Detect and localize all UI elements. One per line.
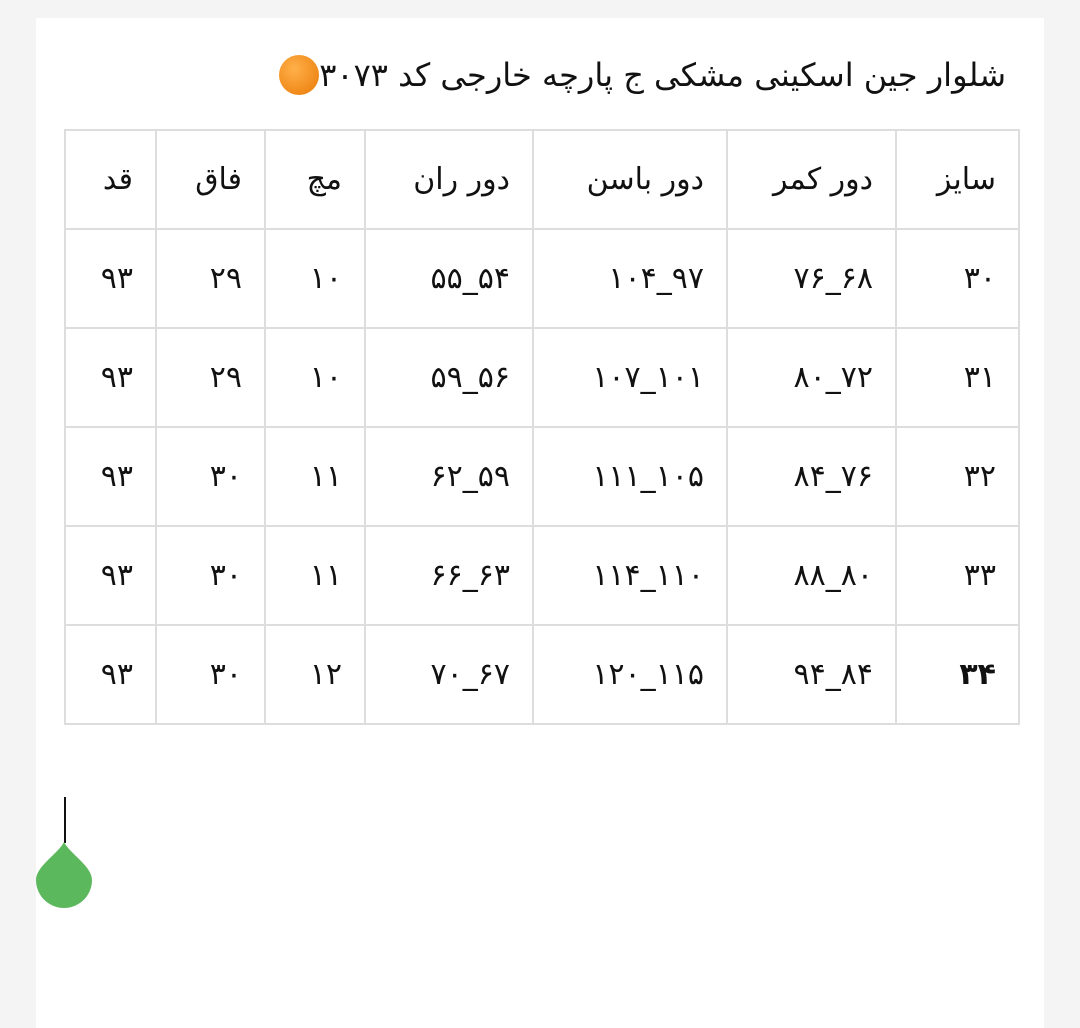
table-cell: ۹۳ — [65, 625, 156, 724]
cursor-drag-handle[interactable] — [36, 840, 92, 908]
header-cell-size: سایز — [896, 130, 1019, 229]
header-cell-waist: دور کمر — [727, 130, 896, 229]
header-cell-cuff: مچ — [265, 130, 365, 229]
table-cell: ۷۲_۸۰ — [727, 328, 896, 427]
table-cell: ۳۳ — [896, 526, 1019, 625]
document-page — [36, 18, 1044, 1028]
table-cell: ۱۰ — [265, 229, 365, 328]
header-cell-hip: دور باسن — [533, 130, 727, 229]
table-cell: ۵۹_۶۲ — [365, 427, 533, 526]
table-cell: ۱۱ — [265, 526, 365, 625]
table-cell: ۸۴_۹۴ — [727, 625, 896, 724]
table-cell: ۳۰ — [156, 625, 265, 724]
table-cell: ۹۳ — [65, 427, 156, 526]
table-row — [65, 328, 1019, 427]
table-cell: ۶۳_۶۶ — [365, 526, 533, 625]
header-cell-length: قد — [65, 130, 156, 229]
header-cell-rise: فاق — [156, 130, 265, 229]
title-row — [271, 52, 1006, 98]
table-cell: ۳۱ — [896, 328, 1019, 427]
table-cell: ۳۰ — [156, 427, 265, 526]
table-cell: ۹۳ — [65, 229, 156, 328]
table-row — [65, 427, 1019, 526]
table-cell: ۳۰ — [156, 526, 265, 625]
table-cell: ۱۰ — [265, 328, 365, 427]
table-cell: ۳۲ — [896, 427, 1019, 526]
table-cell: ۱۰۵_۱۱۱ — [533, 427, 727, 526]
table-cell: ۲۹ — [156, 328, 265, 427]
table-cell: ۱۱۰_۱۱۴ — [533, 526, 727, 625]
table-cell: ۹۷_۱۰۴ — [533, 229, 727, 328]
table-row — [65, 229, 1019, 328]
table-cell: ۱۰۱_۱۰۷ — [533, 328, 727, 427]
table-row — [65, 526, 1019, 625]
table-header-row — [65, 130, 1019, 229]
table-cell: ۸۰_۸۸ — [727, 526, 896, 625]
table-cell: ۹۳ — [65, 526, 156, 625]
page-title: شلوار جین اسکینی مشکی ج پارچه خارجی کد ۳۰۷۳ — [319, 56, 1006, 94]
header-cell-thigh: دور ران — [365, 130, 533, 229]
orange-circle-icon — [279, 55, 319, 95]
table-cell: ۱۱ — [265, 427, 365, 526]
table-row — [65, 625, 1019, 724]
table-cell: ۲۹ — [156, 229, 265, 328]
table-cell: ۹۳ — [65, 328, 156, 427]
table-cell: ۳۴ — [896, 625, 1019, 724]
text-cursor — [64, 797, 66, 843]
table-cell: ۷۶_۸۴ — [727, 427, 896, 526]
table-cell: ۳۰ — [896, 229, 1019, 328]
table-cell: ۱۱۵_۱۲۰ — [533, 625, 727, 724]
table-cell: ۱۲ — [265, 625, 365, 724]
table-cell: ۵۶_۵۹ — [365, 328, 533, 427]
table-cell: ۶۷_۷۰ — [365, 625, 533, 724]
table-cell: ۶۸_۷۶ — [727, 229, 896, 328]
table-cell: ۵۴_۵۵ — [365, 229, 533, 328]
size-table — [64, 129, 1020, 725]
